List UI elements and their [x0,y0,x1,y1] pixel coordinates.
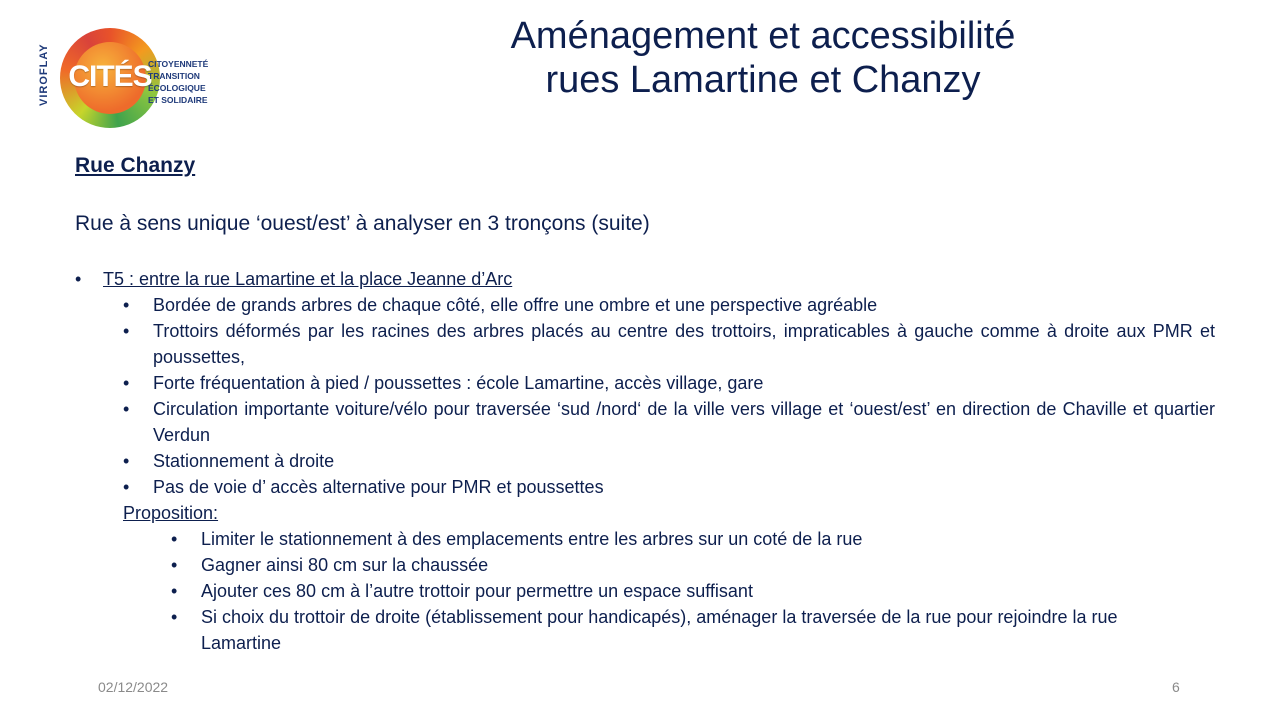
proposition-item-text: Limiter le stationnement à des emplacements entre les arbres sur un coté de la rue [201,529,863,549]
bullet-icon: • [123,477,130,497]
proposition-label: Proposition: [123,503,219,523]
bullet-icon: • [123,451,130,471]
proposition-item-text: Si choix du trottoir de droite (établissement pour handicapés), aménager la traversée de la rue pour rejoindre la rue Lamartine [201,607,1118,653]
section-title: T5 : entre la rue Lamartine et la place Jeanne d’Arc [103,269,513,289]
slide-title-line-1: Aménagement et accessibilité [510,15,1016,57]
bullet-icon: • [123,373,130,393]
bullet-icon: • [171,529,178,549]
bullet-icon: • [171,607,178,627]
logo-tagline-line: CITOYENNETÉ [148,59,209,69]
list-item-text: Stationnement à droite [153,451,335,471]
page-number: 6 [1172,679,1180,695]
bullet-icon: • [123,321,130,341]
slide-title-line-2: rues Lamartine et Chanzy [545,59,981,101]
bullet-icon: • [171,555,178,575]
bullet-icon: • [75,269,82,289]
list-item-text: Forte fréquentation à pied / poussettes : école Lamartine, accès village, gare [153,373,764,393]
slide-title [400,14,1126,102]
logo-tagline-line: TRANSITION ÉCOLOGIQUE [148,71,206,93]
proposition-item-text: Gagner ainsi 80 cm sur la chaussée [201,555,489,575]
proposition-item [75,552,1215,578]
list-item [75,292,1215,318]
slide-content [75,266,1215,656]
list-item [75,318,1215,370]
section-heading: Rue Chanzy [75,154,196,177]
list-item-text: Pas de voie d’ accès alternative pour PMR et poussettes [153,477,604,497]
proposition-item [75,578,1215,604]
proposition-item-text: Ajouter ces 80 cm à l’autre trottoir pour permettre un espace suffisant [201,581,753,601]
list-item-text: Circulation importante voiture/vélo pour traversée ‘sud /nord‘ de la ville vers village et ‘ouest/est’ en direction de Chaville et quartier Verdun [153,399,1215,445]
list-item [75,474,1215,500]
bullet-icon: • [171,581,178,601]
logo-side-text: VIROFLAY [38,43,50,106]
proposition-item [75,604,1215,656]
list-item [75,448,1215,474]
bullet-icon: • [123,295,130,315]
list-item [75,396,1215,448]
logo-tagline [148,58,258,106]
list-item-text: Bordée de grands arbres de chaque côté, elle offre une ombre et une perspective agréable [153,295,878,315]
logo-tagline-line: ET SOLIDAIRE [148,95,208,105]
bullet-icon: • [123,399,130,419]
proposition-item [75,526,1215,552]
list-item-level1 [75,266,1215,292]
cites-logo [38,22,258,134]
intro-text: Rue à sens unique ‘ouest/est’ à analyser en 3 tronçons (suite) [75,212,650,235]
logo-name: CITÉS [68,60,152,93]
list-item-text: Trottoirs déformés par les racines des arbres placés au centre des trottoirs, impraticables à gauche comme à droite aux PMR et poussettes, [153,321,1215,367]
list-item [75,370,1215,396]
footer-date: 02/12/2022 [98,679,169,695]
